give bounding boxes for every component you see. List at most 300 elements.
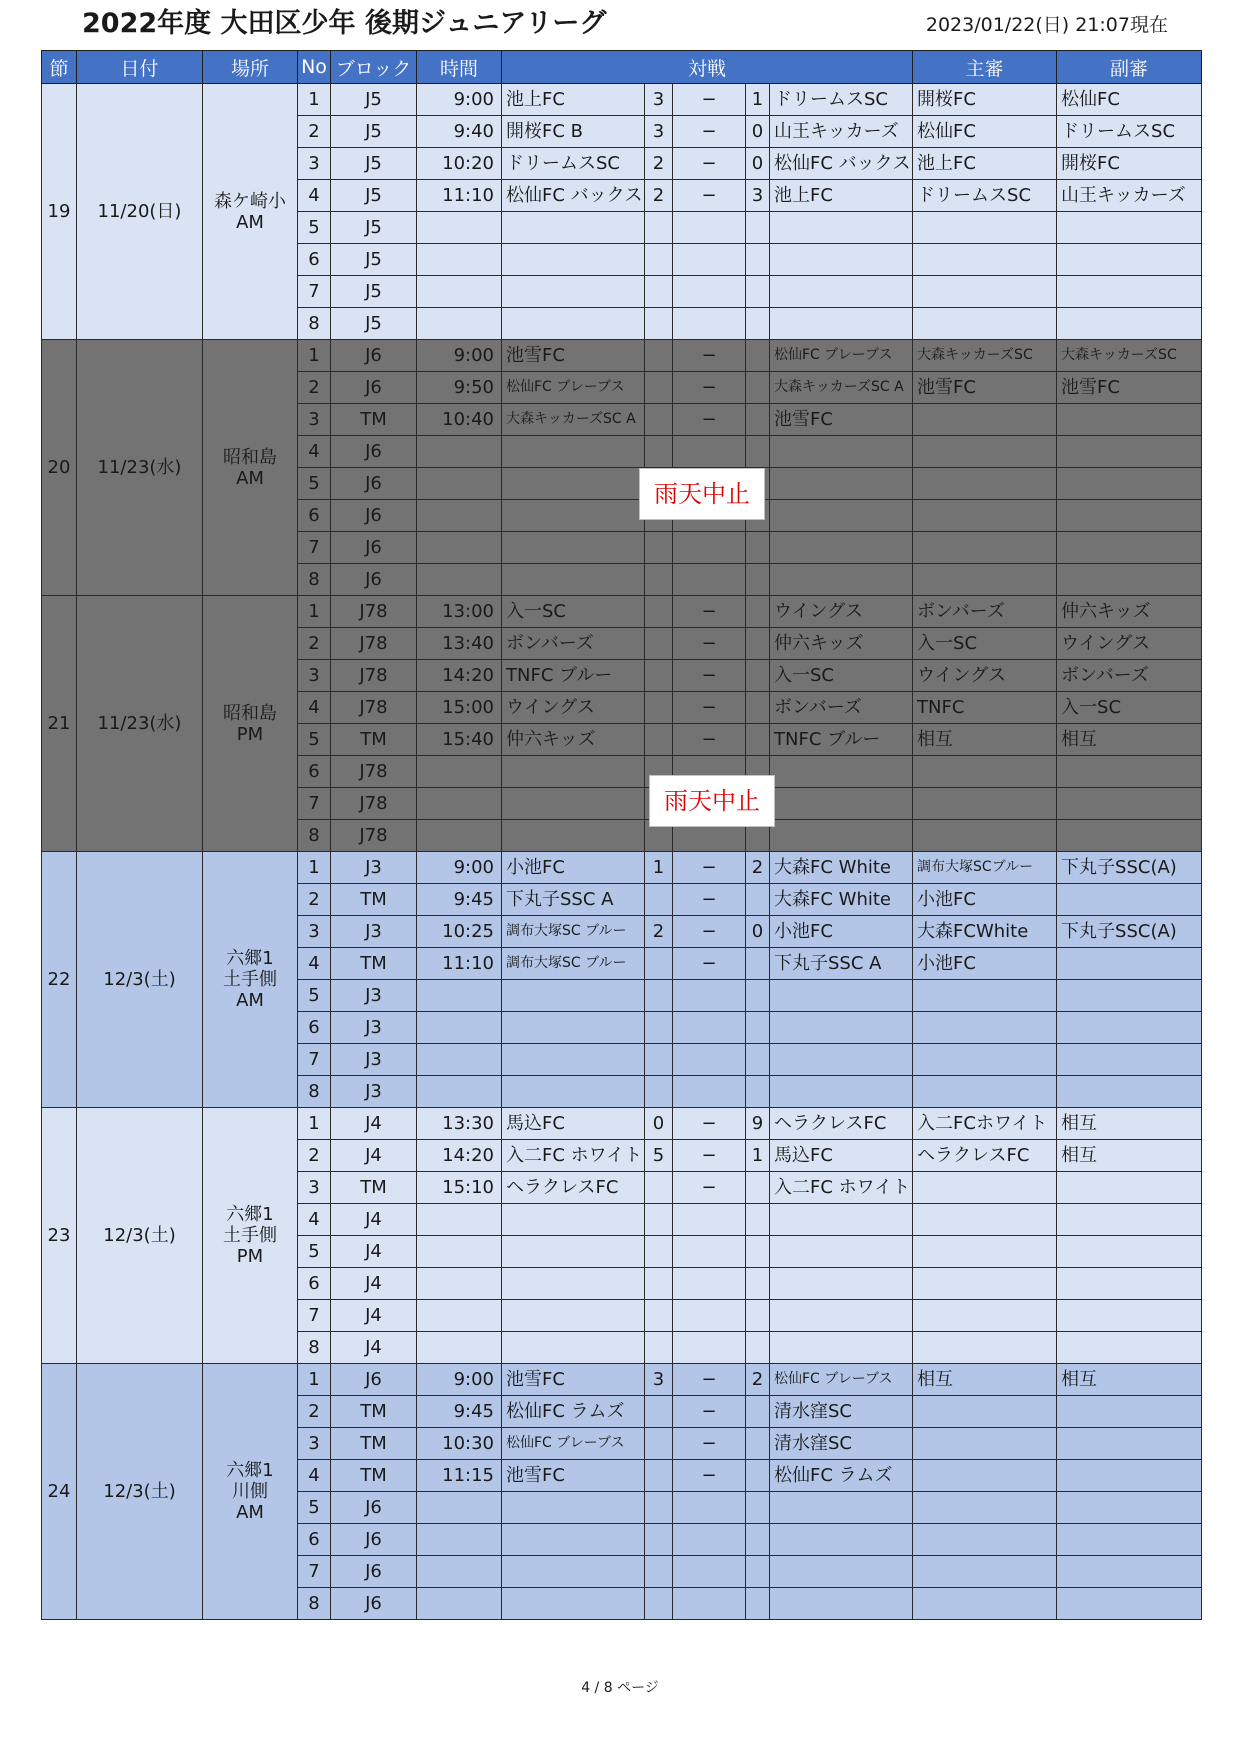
place-cell xyxy=(203,852,298,1108)
asst-referee xyxy=(1057,1044,1202,1076)
home-team xyxy=(502,788,645,820)
score-dash xyxy=(673,212,746,244)
time-cell: 9:50 xyxy=(417,372,502,404)
score-dash: − xyxy=(673,884,746,916)
block-cell: J5 xyxy=(331,212,417,244)
header-date: 日付 xyxy=(77,51,203,84)
asst-referee: 相互 xyxy=(1057,1364,1202,1396)
match-no: 7 xyxy=(298,1556,331,1588)
away-score xyxy=(746,340,770,372)
time-cell xyxy=(417,980,502,1012)
score-dash xyxy=(673,1588,746,1620)
header-no: No xyxy=(298,51,331,84)
home-score xyxy=(645,884,673,916)
home-team: 開桜FC B xyxy=(502,116,645,148)
home-team xyxy=(502,756,645,788)
home-score: 5 xyxy=(645,1140,673,1172)
block-cell: J78 xyxy=(331,596,417,628)
away-score xyxy=(746,372,770,404)
score-dash: − xyxy=(673,596,746,628)
time-cell: 9:00 xyxy=(417,1364,502,1396)
block-cell: J5 xyxy=(331,244,417,276)
date-cell: 12/3(土) xyxy=(77,1108,203,1364)
referee xyxy=(913,1396,1057,1428)
away-team xyxy=(770,564,913,596)
place-line: PM xyxy=(236,723,264,745)
block-cell: J78 xyxy=(331,692,417,724)
asst-referee xyxy=(1057,980,1202,1012)
match-no: 3 xyxy=(298,148,331,180)
away-score xyxy=(746,1492,770,1524)
place-line: AM xyxy=(236,1502,264,1523)
referee xyxy=(913,1556,1057,1588)
block-cell: J6 xyxy=(331,500,417,532)
away-team: 松仙FC ブレーブス xyxy=(770,340,913,372)
place-line: 六郷1 xyxy=(226,1204,274,1225)
match-no: 6 xyxy=(298,1524,331,1556)
away-score: 2 xyxy=(746,852,770,884)
home-team: 松仙FC ブレーブス xyxy=(502,372,645,404)
away-team xyxy=(770,1268,913,1300)
away-team xyxy=(770,1524,913,1556)
away-team: 大森FC White xyxy=(770,884,913,916)
away-team xyxy=(770,308,913,340)
away-team: 松仙FC ブレーブス xyxy=(770,1364,913,1396)
block-cell: J6 xyxy=(331,1524,417,1556)
away-team: 小池FC xyxy=(770,916,913,948)
score-dash: − xyxy=(673,372,746,404)
block-cell: J6 xyxy=(331,564,417,596)
home-team: 池雪FC xyxy=(502,340,645,372)
home-score xyxy=(645,436,673,468)
away-team: 下丸子SSC A xyxy=(770,948,913,980)
asst-referee: 開桜FC xyxy=(1057,148,1202,180)
score-dash: − xyxy=(673,916,746,948)
home-team xyxy=(502,564,645,596)
match-no: 8 xyxy=(298,1588,331,1620)
asst-referee xyxy=(1057,276,1202,308)
match-no: 4 xyxy=(298,1460,331,1492)
block-cell: TM xyxy=(331,724,417,756)
match-no: 3 xyxy=(298,660,331,692)
block-cell: J5 xyxy=(331,180,417,212)
asst-referee: 山王キッカーズ xyxy=(1057,180,1202,212)
header-block: ブロック xyxy=(331,51,417,84)
match-no: 2 xyxy=(298,372,331,404)
referee: 小池FC xyxy=(913,948,1057,980)
referee xyxy=(913,468,1057,500)
referee xyxy=(913,756,1057,788)
time-cell: 14:20 xyxy=(417,660,502,692)
block-cell: J6 xyxy=(331,532,417,564)
block-cell: TM xyxy=(331,884,417,916)
asst-referee: 相互 xyxy=(1057,1140,1202,1172)
away-score xyxy=(746,1332,770,1364)
asst-referee xyxy=(1057,1076,1202,1108)
asst-referee: 下丸子SSC(A) xyxy=(1057,852,1202,884)
away-score xyxy=(746,724,770,756)
away-score xyxy=(746,1268,770,1300)
time-cell: 15:10 xyxy=(417,1172,502,1204)
score-dash xyxy=(673,436,746,468)
score-dash xyxy=(673,532,746,564)
away-score xyxy=(746,692,770,724)
home-score xyxy=(645,1236,673,1268)
away-score: 3 xyxy=(746,180,770,212)
home-team xyxy=(502,820,645,852)
rain-cancel-notice: 雨天中止 xyxy=(639,468,765,520)
place-line: AM xyxy=(236,990,264,1011)
place-line: 六郷1 xyxy=(226,1460,274,1481)
match-no: 7 xyxy=(298,1044,331,1076)
home-team: 仲六キッズ xyxy=(502,724,645,756)
home-score: 2 xyxy=(645,916,673,948)
away-team: 仲六キッズ xyxy=(770,628,913,660)
away-team: 松仙FC ラムズ xyxy=(770,1460,913,1492)
home-team: ドリームスSC xyxy=(502,148,645,180)
away-score xyxy=(746,404,770,436)
time-cell: 13:00 xyxy=(417,596,502,628)
score-dash: − xyxy=(673,84,746,116)
home-team: 松仙FC ブレーブス xyxy=(502,1428,645,1460)
referee xyxy=(913,1268,1057,1300)
time-cell: 15:40 xyxy=(417,724,502,756)
away-team: ヘラクレスFC xyxy=(770,1108,913,1140)
time-cell: 9:00 xyxy=(417,84,502,116)
asst-referee: 下丸子SSC(A) xyxy=(1057,916,1202,948)
referee: 入一SC xyxy=(913,628,1057,660)
block-cell: TM xyxy=(331,1428,417,1460)
time-cell xyxy=(417,1268,502,1300)
score-dash: − xyxy=(673,692,746,724)
time-cell: 10:40 xyxy=(417,404,502,436)
date-cell: 11/23(水) xyxy=(77,596,203,852)
match-no: 8 xyxy=(298,1332,331,1364)
match-no: 5 xyxy=(298,212,331,244)
home-team: TNFC ブルー xyxy=(502,660,645,692)
rain-cancel-notice: 雨天中止 xyxy=(649,775,775,827)
match-no: 7 xyxy=(298,788,331,820)
match-no: 6 xyxy=(298,244,331,276)
away-team: 松仙FC バックス xyxy=(770,148,913,180)
asst-referee xyxy=(1057,820,1202,852)
home-score: 3 xyxy=(645,116,673,148)
place-line: AM xyxy=(236,467,264,489)
score-dash: − xyxy=(673,340,746,372)
match-no: 7 xyxy=(298,276,331,308)
away-team: 山王キッカーズ xyxy=(770,116,913,148)
asst-referee: 相互 xyxy=(1057,1108,1202,1140)
place-line: 昭和島 xyxy=(223,702,277,724)
away-team xyxy=(770,1044,913,1076)
block-cell: J4 xyxy=(331,1204,417,1236)
referee: ウイングス xyxy=(913,660,1057,692)
asst-referee: 大森キッカーズSC xyxy=(1057,340,1202,372)
away-team xyxy=(770,212,913,244)
asst-referee xyxy=(1057,1524,1202,1556)
home-team xyxy=(502,1556,645,1588)
home-team: ヘラクレスFC xyxy=(502,1172,645,1204)
header-asst-referee: 副審 xyxy=(1057,51,1202,84)
away-team: 池雪FC xyxy=(770,404,913,436)
referee xyxy=(913,980,1057,1012)
referee: 大森FCWhite xyxy=(913,916,1057,948)
home-team: 調布大塚SC ブルー xyxy=(502,916,645,948)
home-score: 1 xyxy=(645,852,673,884)
time-cell xyxy=(417,212,502,244)
match-no: 3 xyxy=(298,1428,331,1460)
away-team xyxy=(770,980,913,1012)
score-dash: − xyxy=(673,852,746,884)
score-dash: − xyxy=(673,1460,746,1492)
away-score xyxy=(746,1204,770,1236)
away-team xyxy=(770,1204,913,1236)
home-score xyxy=(645,1076,673,1108)
away-score xyxy=(746,1460,770,1492)
score-dash xyxy=(673,980,746,1012)
setsu-cell: 22 xyxy=(42,852,77,1108)
asst-referee xyxy=(1057,1556,1202,1588)
match-no: 2 xyxy=(298,628,331,660)
match-no: 1 xyxy=(298,596,331,628)
match-no: 6 xyxy=(298,1012,331,1044)
block-cell: TM xyxy=(331,1460,417,1492)
match-no: 3 xyxy=(298,1172,331,1204)
away-team: 池上FC xyxy=(770,180,913,212)
match-no: 5 xyxy=(298,1236,331,1268)
referee xyxy=(913,436,1057,468)
match-no: 6 xyxy=(298,1268,331,1300)
away-team xyxy=(770,436,913,468)
score-dash xyxy=(673,1492,746,1524)
home-score xyxy=(645,1556,673,1588)
time-cell: 9:00 xyxy=(417,852,502,884)
home-score xyxy=(645,1172,673,1204)
away-team xyxy=(770,1492,913,1524)
away-score: 0 xyxy=(746,116,770,148)
place-cell xyxy=(203,84,298,340)
score-dash: − xyxy=(673,1428,746,1460)
home-team xyxy=(502,468,645,500)
block-cell: J3 xyxy=(331,1076,417,1108)
block-cell: J4 xyxy=(331,1140,417,1172)
home-team: 池雪FC xyxy=(502,1364,645,1396)
score-dash xyxy=(673,564,746,596)
asst-referee xyxy=(1057,1012,1202,1044)
referee: 入二FCホワイト xyxy=(913,1108,1057,1140)
asst-referee: 池雪FC xyxy=(1057,372,1202,404)
score-dash xyxy=(673,1524,746,1556)
block-cell: J5 xyxy=(331,116,417,148)
away-team: TNFC ブルー xyxy=(770,724,913,756)
asst-referee xyxy=(1057,1396,1202,1428)
away-score: 1 xyxy=(746,1140,770,1172)
asst-referee xyxy=(1057,884,1202,916)
home-team xyxy=(502,1204,645,1236)
away-team xyxy=(770,1556,913,1588)
referee xyxy=(913,1076,1057,1108)
away-score xyxy=(746,1428,770,1460)
asst-referee xyxy=(1057,436,1202,468)
block-cell: J6 xyxy=(331,1588,417,1620)
block-cell: J6 xyxy=(331,372,417,404)
header-setsu: 節 xyxy=(42,51,77,84)
home-score xyxy=(645,1012,673,1044)
referee: 開桜FC xyxy=(913,84,1057,116)
asst-referee xyxy=(1057,788,1202,820)
table-row xyxy=(42,84,1202,116)
time-cell xyxy=(417,1012,502,1044)
time-cell: 14:20 xyxy=(417,1140,502,1172)
time-cell: 10:30 xyxy=(417,1428,502,1460)
time-cell xyxy=(417,1044,502,1076)
home-score xyxy=(645,532,673,564)
match-no: 5 xyxy=(298,1492,331,1524)
home-score xyxy=(645,948,673,980)
home-score xyxy=(645,980,673,1012)
referee: TNFC xyxy=(913,692,1057,724)
block-cell: J5 xyxy=(331,308,417,340)
home-score: 2 xyxy=(645,180,673,212)
away-team xyxy=(770,1588,913,1620)
away-score xyxy=(746,1044,770,1076)
away-score xyxy=(746,1300,770,1332)
away-score xyxy=(746,244,770,276)
away-score xyxy=(746,980,770,1012)
home-team xyxy=(502,1588,645,1620)
asst-referee xyxy=(1057,1588,1202,1620)
away-score xyxy=(746,564,770,596)
setsu-cell: 21 xyxy=(42,596,77,852)
time-cell xyxy=(417,1300,502,1332)
time-cell xyxy=(417,564,502,596)
score-dash: − xyxy=(673,180,746,212)
match-no: 6 xyxy=(298,500,331,532)
match-no: 6 xyxy=(298,756,331,788)
away-score xyxy=(746,1556,770,1588)
home-team xyxy=(502,1492,645,1524)
home-team xyxy=(502,1268,645,1300)
away-team: ボンバーズ xyxy=(770,692,913,724)
match-no: 1 xyxy=(298,1364,331,1396)
match-no: 1 xyxy=(298,852,331,884)
referee: 相互 xyxy=(913,724,1057,756)
home-score xyxy=(645,628,673,660)
block-cell: J78 xyxy=(331,820,417,852)
away-score xyxy=(746,948,770,980)
header-row xyxy=(42,51,1202,84)
asst-referee: 入一SC xyxy=(1057,692,1202,724)
referee xyxy=(913,244,1057,276)
place-line: 六郷1 xyxy=(226,948,274,969)
asst-referee xyxy=(1057,1300,1202,1332)
away-team xyxy=(770,468,913,500)
match-no: 3 xyxy=(298,916,331,948)
place-line: 川側 xyxy=(232,1481,268,1502)
score-dash: − xyxy=(673,1108,746,1140)
time-cell xyxy=(417,500,502,532)
place-cell xyxy=(203,1108,298,1364)
time-cell: 13:40 xyxy=(417,628,502,660)
score-dash: − xyxy=(673,1140,746,1172)
home-team: 小池FC xyxy=(502,852,645,884)
score-dash xyxy=(673,1556,746,1588)
match-no: 2 xyxy=(298,116,331,148)
home-team xyxy=(502,244,645,276)
time-cell xyxy=(417,468,502,500)
score-dash: − xyxy=(673,116,746,148)
block-cell: J4 xyxy=(331,1236,417,1268)
date-cell: 11/20(日) xyxy=(77,84,203,340)
block-cell: J6 xyxy=(331,436,417,468)
home-score xyxy=(645,340,673,372)
home-score xyxy=(645,596,673,628)
match-no: 8 xyxy=(298,820,331,852)
away-score xyxy=(746,436,770,468)
away-score: 0 xyxy=(746,148,770,180)
time-cell: 9:45 xyxy=(417,1396,502,1428)
away-team xyxy=(770,1236,913,1268)
match-no: 5 xyxy=(298,724,331,756)
home-team: 松仙FC ラムズ xyxy=(502,1396,645,1428)
away-team xyxy=(770,1300,913,1332)
asst-referee: ボンバーズ xyxy=(1057,660,1202,692)
home-score: 3 xyxy=(645,84,673,116)
home-team xyxy=(502,436,645,468)
home-score xyxy=(645,212,673,244)
referee xyxy=(913,1044,1057,1076)
home-score xyxy=(645,1044,673,1076)
home-team xyxy=(502,276,645,308)
home-team xyxy=(502,1524,645,1556)
asst-referee xyxy=(1057,500,1202,532)
home-score xyxy=(645,276,673,308)
asst-referee xyxy=(1057,1460,1202,1492)
away-score xyxy=(746,884,770,916)
match-no: 4 xyxy=(298,692,331,724)
asst-referee xyxy=(1057,1204,1202,1236)
asst-referee xyxy=(1057,1236,1202,1268)
referee xyxy=(913,1236,1057,1268)
score-dash xyxy=(673,308,746,340)
place-cell xyxy=(203,340,298,596)
asst-referee: 松仙FC xyxy=(1057,84,1202,116)
referee: ヘラクレスFC xyxy=(913,1140,1057,1172)
away-score xyxy=(746,660,770,692)
home-team: 下丸子SSC A xyxy=(502,884,645,916)
away-score xyxy=(746,276,770,308)
asst-referee xyxy=(1057,468,1202,500)
table-row xyxy=(42,1364,1202,1396)
time-cell xyxy=(417,436,502,468)
referee xyxy=(913,500,1057,532)
time-cell xyxy=(417,1524,502,1556)
home-team: 大森キッカーズSC A xyxy=(502,404,645,436)
date-cell: 12/3(土) xyxy=(77,852,203,1108)
place-line: PM xyxy=(236,1246,264,1267)
away-score xyxy=(746,1524,770,1556)
referee xyxy=(913,308,1057,340)
match-no: 5 xyxy=(298,468,331,500)
match-no: 1 xyxy=(298,84,331,116)
referee xyxy=(913,1460,1057,1492)
home-team: ボンバーズ xyxy=(502,628,645,660)
asst-referee: 仲六キッズ xyxy=(1057,596,1202,628)
referee xyxy=(913,1172,1057,1204)
away-score: 9 xyxy=(746,1108,770,1140)
block-cell: J5 xyxy=(331,276,417,308)
time-cell xyxy=(417,1236,502,1268)
